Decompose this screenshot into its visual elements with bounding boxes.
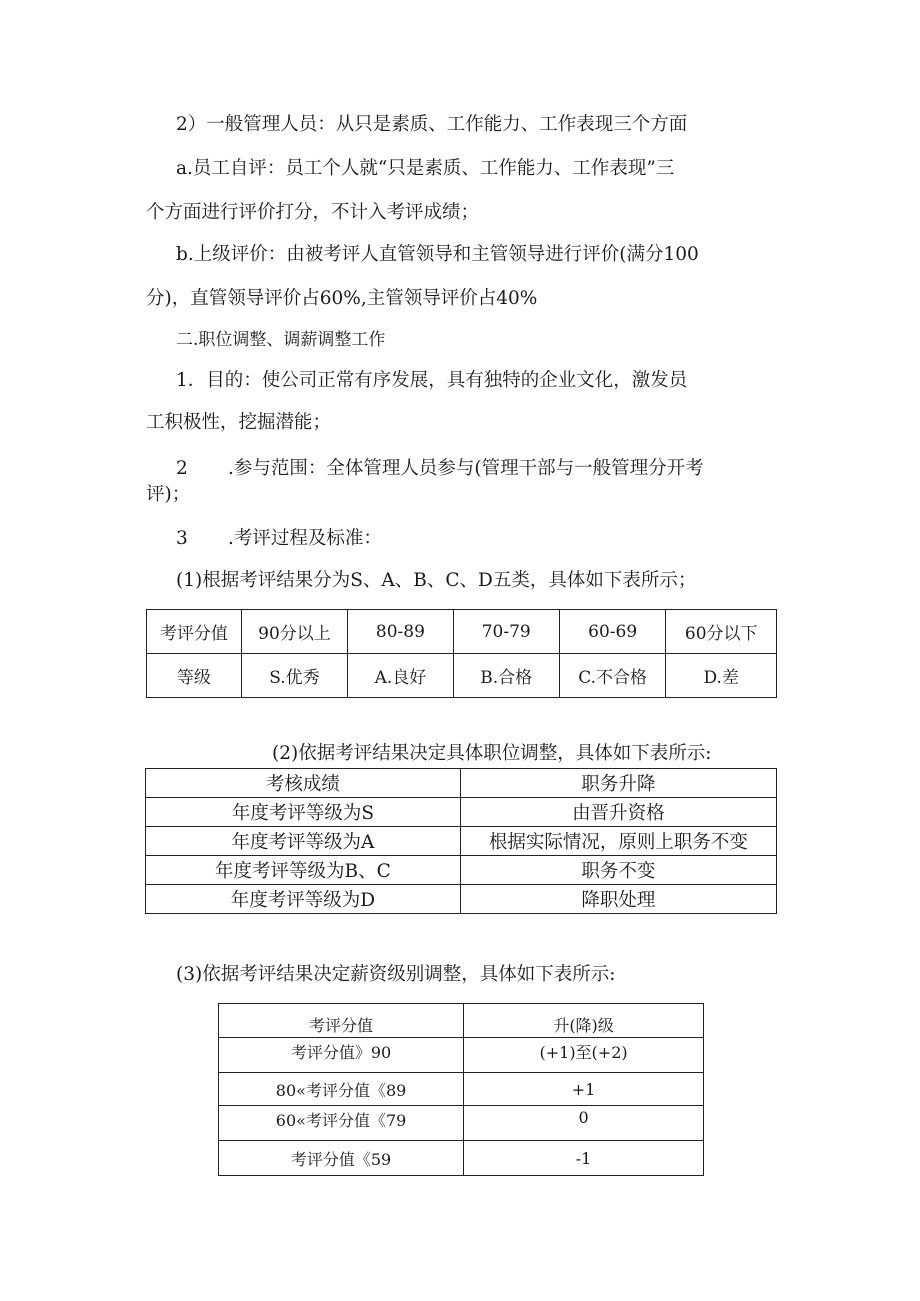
table-cell: 年度考评等级为D	[146, 885, 461, 914]
table-cell: 考评分值《59	[219, 1141, 464, 1176]
table-cell: 年度考评等级为B、C	[146, 856, 461, 885]
section-heading: 二.职位调整、调薪调整工作	[176, 330, 386, 350]
table-cell: 年度考评等级为S	[146, 798, 461, 827]
table-row	[219, 1106, 704, 1141]
table-cell: 由晋升资格	[460, 798, 776, 827]
table-cell: -1	[464, 1141, 704, 1176]
table-cell: 年度考评等级为A	[146, 827, 461, 856]
table-header-row	[146, 769, 777, 798]
table-cell: 60分以下	[666, 610, 777, 654]
table-row	[146, 827, 777, 856]
table-cell: C.不合格	[559, 654, 666, 698]
table-row	[146, 856, 777, 885]
table-cell: 根据实际情况，原则上职务不变	[460, 827, 776, 856]
table-cell: A.良好	[348, 654, 453, 698]
para-process-number: 3	[176, 528, 188, 549]
para-grade-intro: (1)根据考评结果分为S、A、B、C、D五类，具体如下表所示；	[176, 570, 697, 591]
table-row	[219, 1141, 704, 1176]
table-cell: 80«考评分值《89	[219, 1073, 464, 1106]
table-cell: 70-79	[453, 610, 559, 654]
table-header-row	[219, 1004, 704, 1038]
table-cell: 考评分值》90	[219, 1038, 464, 1073]
table-cell: +1	[464, 1073, 704, 1106]
table-cell: D.差	[666, 654, 777, 698]
table-header-cell: 职务升降	[460, 769, 776, 798]
salary-table	[218, 1003, 704, 1176]
table-row	[146, 885, 777, 914]
table-header-cell: 升(降)级	[464, 1004, 704, 1038]
table-cell: 降职处理	[460, 885, 776, 914]
para-position-intro: (2)依据考评结果决定具体职位调整，具体如下表所示:	[272, 743, 712, 764]
table-header-cell: 考核成绩	[146, 769, 461, 798]
para-scope-1: .参与范围：全体管理人员参与(管理干部与一般管理分开考	[228, 458, 704, 479]
para-process: .考评过程及标准：	[228, 528, 382, 549]
para-salary-intro: (3)依据考评结果决定薪资级别调整，具体如下表所示:	[176, 964, 616, 985]
table-cell: B.合格	[453, 654, 559, 698]
para-superior-eval-1: b.上级评价：由被考评人直管领导和主管领导进行评价(满分100	[176, 244, 699, 265]
table-row	[147, 610, 777, 654]
table-cell: 等级	[147, 654, 242, 698]
para-scope-number: 2	[176, 458, 188, 479]
para-self-eval-2: 个方面进行评价打分，不计入考评成绩；	[146, 202, 480, 223]
table-cell: (+1)至(+2)	[464, 1038, 704, 1073]
para-purpose-1: 1．目的：使公司正常有序发展，具有独特的企业文化，激发员	[176, 370, 688, 391]
table-cell: 0	[464, 1106, 704, 1141]
table-cell: 考评分值	[147, 610, 242, 654]
table-cell: 60«考评分值《79	[219, 1106, 464, 1141]
table-cell: 职务不变	[460, 856, 776, 885]
para-self-eval-1: a.员工自评：员工个人就“只是素质、工作能力、工作表现”三	[176, 158, 675, 179]
position-table	[145, 768, 777, 914]
table-header-cell: 考评分值	[219, 1004, 464, 1038]
grade-table	[146, 609, 777, 698]
para-purpose-2: 工积极性，挖掘潜能；	[146, 412, 332, 433]
table-cell: S.优秀	[241, 654, 348, 698]
table-row	[147, 654, 777, 698]
table-cell: 80-89	[348, 610, 453, 654]
table-row	[219, 1038, 704, 1073]
para-superior-eval-2: 分)，直管领导评价占60%,主管领导评价占40%	[146, 288, 538, 309]
para-scope-2: 评)；	[146, 484, 191, 505]
table-cell: 90分以上	[241, 610, 348, 654]
table-row	[219, 1073, 704, 1106]
para-general-staff: 2）一般管理人员：从只是素质、工作能力、工作表现三个方面	[176, 114, 688, 135]
table-cell: 60-69	[559, 610, 666, 654]
table-row	[146, 798, 777, 827]
